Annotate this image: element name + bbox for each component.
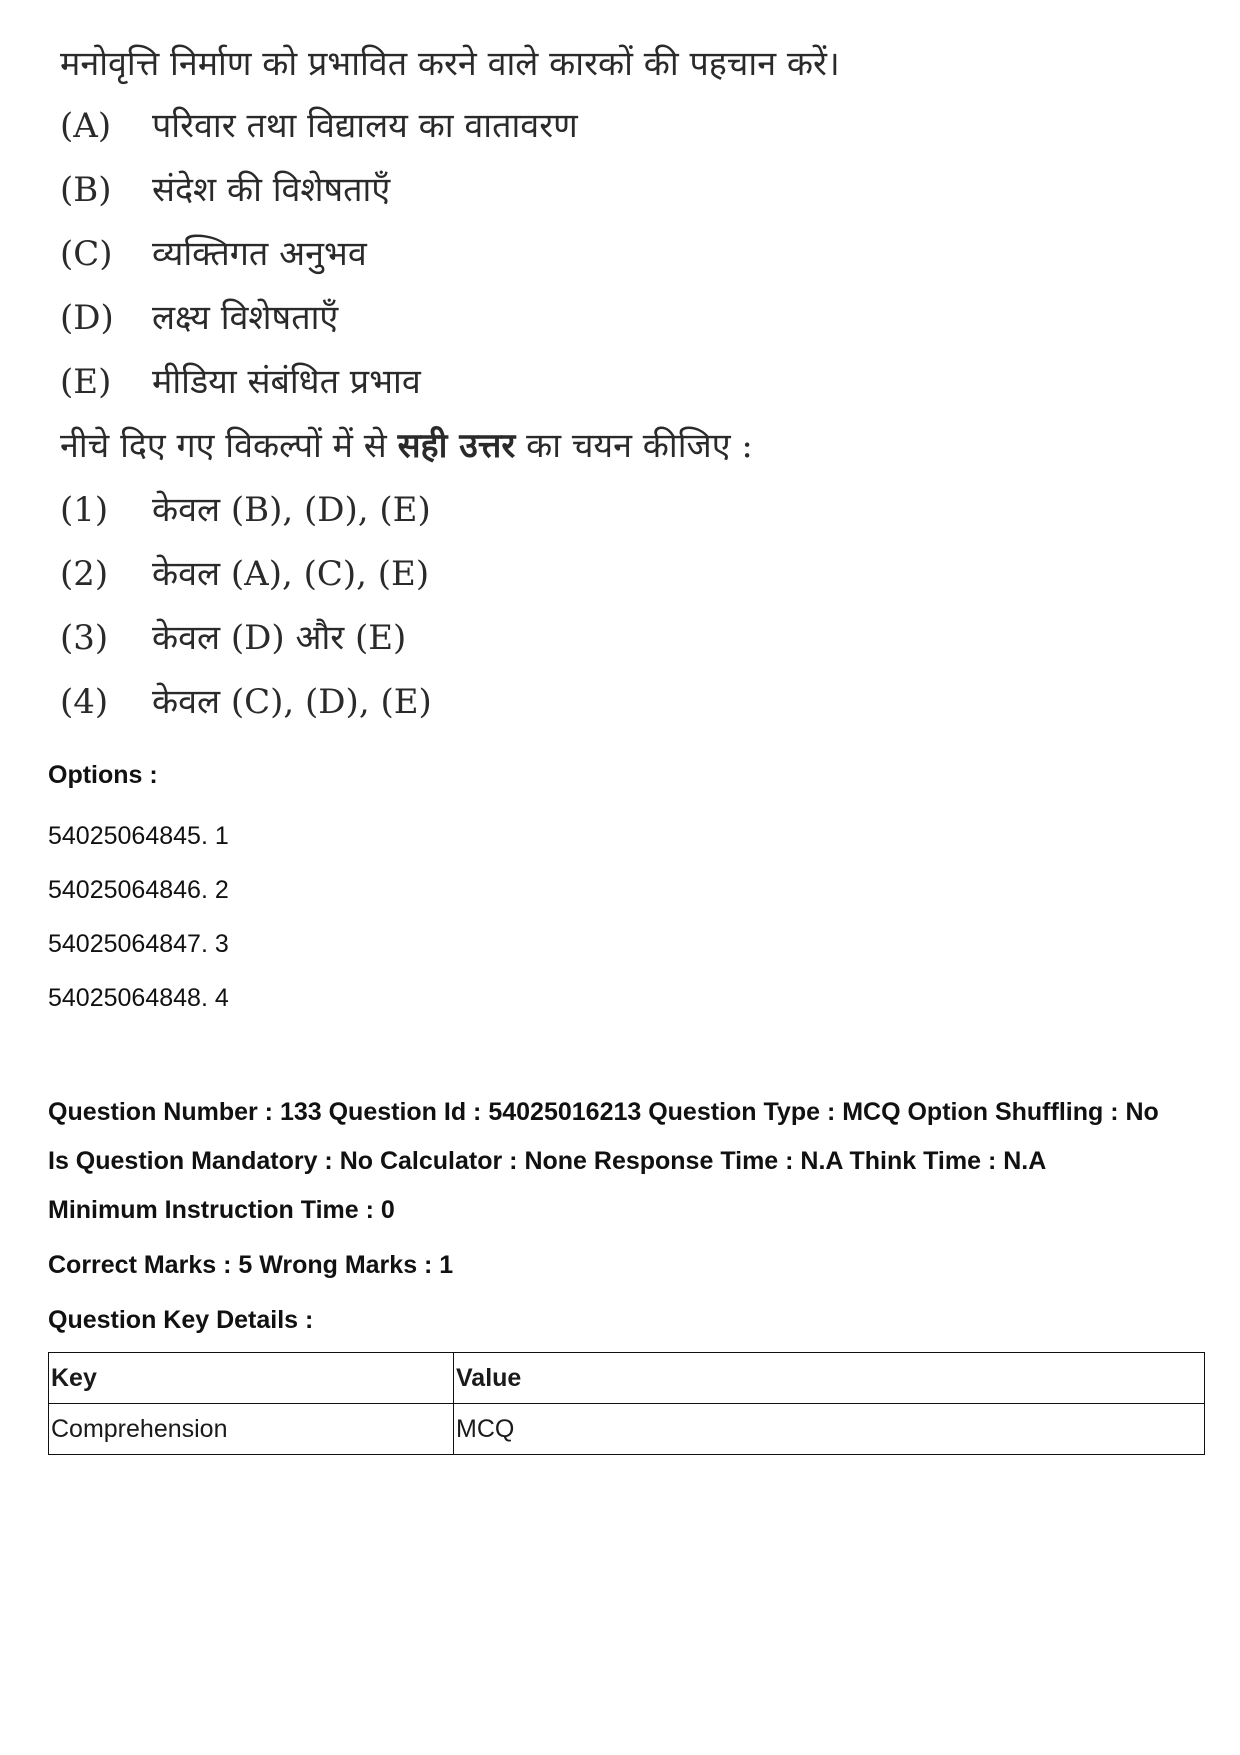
statement-row: [60, 94, 960, 158]
meta-line-1: Question Number : 133 Question Id : 54025016213 Question Type : MCQ Option Shuffling : No: [48, 1098, 1159, 1126]
statement-row: [60, 350, 960, 414]
table-row: [49, 1404, 1205, 1455]
meta-line-3: Minimum Instruction Time : 0: [48, 1196, 395, 1224]
key-details-table: [48, 1352, 1205, 1455]
statement-row: [60, 222, 960, 286]
statement-text: लक्ष्य विशेषताएँ: [152, 298, 339, 338]
statement-label: (D): [60, 298, 114, 338]
instruction-bold: सही उत्तर: [397, 426, 516, 466]
statement-label: (A): [60, 106, 112, 146]
question-stem: मनोवृत्ति निर्माण को प्रभावित करने वाले कारकों की पहचान करें।: [60, 44, 840, 84]
choice-label: (1): [60, 490, 109, 530]
statement-text: परिवार तथा विद्यालय का वातावरण: [152, 106, 578, 146]
statement-label: (E): [60, 362, 112, 402]
question-image: [60, 40, 960, 734]
statement-row: [60, 158, 960, 222]
choice-text: केवल (D) और (E): [152, 618, 407, 658]
options-heading: Options :: [48, 761, 158, 789]
choice-text: केवल (C), (D), (E): [152, 682, 432, 722]
table-cell-value: MCQ: [454, 1404, 1205, 1455]
choice-text: केवल (A), (C), (E): [152, 554, 430, 594]
question-meta: [48, 1092, 1208, 1340]
instruction-pre: नीचे दिए गए विकल्पों में से: [60, 426, 398, 466]
marks-line: Correct Marks : 5 Wrong Marks : 1: [48, 1251, 454, 1279]
instruction: [60, 414, 960, 478]
choice-row: [60, 670, 960, 734]
key-details-heading: Question Key Details :: [48, 1306, 314, 1334]
table-header-row: [49, 1353, 1205, 1404]
choice-row: [60, 606, 960, 670]
option-item: 54025064845. 1: [48, 822, 229, 850]
options-section: [48, 755, 1208, 1025]
statement-row: [60, 286, 960, 350]
option-item: 54025064847. 3: [48, 930, 229, 958]
statement-text: मीडिया संबंधित प्रभाव: [152, 362, 421, 402]
choice-row: [60, 542, 960, 606]
statement-label: (C): [60, 234, 113, 274]
table-header-value: Value: [454, 1353, 1205, 1404]
statement-text: व्यक्तिगत अनुभव: [152, 234, 367, 274]
choice-label: (4): [60, 682, 109, 722]
option-item: 54025064848. 4: [48, 984, 229, 1012]
choice-row: [60, 478, 960, 542]
choice-label: (3): [60, 618, 109, 658]
choice-text: केवल (B), (D), (E): [152, 490, 431, 530]
meta-line-2: Is Question Mandatory : No Calculator : None Response Time : N.A Think Time : N.A: [48, 1147, 1047, 1175]
table-cell-key: Comprehension: [49, 1404, 454, 1455]
table-header-key: Key: [49, 1353, 454, 1404]
choice-label: (2): [60, 554, 109, 594]
option-item: 54025064846. 2: [48, 876, 229, 904]
statement-label: (B): [60, 170, 112, 210]
instruction-post: का चयन कीजिए :: [515, 426, 753, 466]
statement-text: संदेश की विशेषताएँ: [152, 170, 391, 210]
